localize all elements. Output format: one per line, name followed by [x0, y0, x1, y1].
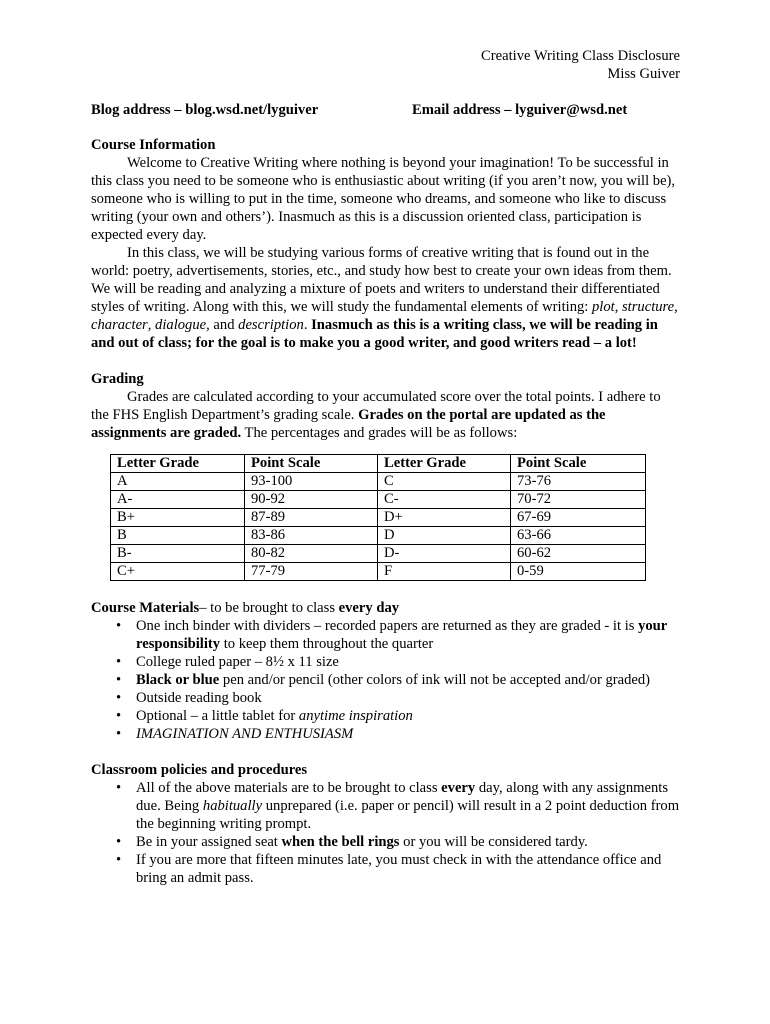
- table-cell: 87-89: [245, 509, 378, 527]
- teacher-name: Miss Guiver: [607, 66, 680, 82]
- list-item: • All of the above materials are to be brought to class every day, along with any assignments due. Being habitually unprepared (i.e. paper or pencil) will result in a 2 point deduction from the beginning writing prompt.: [136, 779, 681, 833]
- table-cell: B-: [111, 545, 245, 563]
- list-item: • Optional – a little tablet for anytime inspiration: [136, 707, 681, 725]
- table-cell: C-: [378, 491, 511, 509]
- table-header-cell: Letter Grade: [111, 455, 245, 473]
- list-item: • Be in your assigned seat when the bell rings or you will be considered tardy.: [136, 833, 681, 851]
- table-cell: B+: [111, 509, 245, 527]
- table-header-cell: Point Scale: [511, 455, 646, 473]
- policies-heading: Classroom policies and procedures: [91, 762, 308, 778]
- table-cell: 83-86: [245, 527, 378, 545]
- materials-heading: Course Materials– to be brought to class every day: [91, 600, 400, 616]
- table-row: [111, 473, 646, 491]
- list-item: • College ruled paper – 8½ x 11 size: [136, 653, 681, 671]
- list-item: • If you are more that fifteen minutes late, you must check in with the attendance office and bring an admit pass.: [136, 851, 681, 887]
- list-item: • Black or blue pen and/or pencil (other colors of ink will not be accepted and/or graded): [136, 671, 681, 689]
- table-cell: 0-59: [511, 563, 646, 581]
- table-cell: C: [378, 473, 511, 491]
- table-cell: A-: [111, 491, 245, 509]
- element-plot: plot: [592, 299, 615, 315]
- course-info-heading: Course Information: [91, 137, 216, 153]
- course-info-paragraph-1: Welcome to Creative Writing where nothing is beyond your imagination! To be successful in this class you need to be someone who is enthusiastic about writing (if you aren’t now, you will be), someone who is willing to put in the time, someone who dreams, and someone who like to discuss writing (your own and others’). Inasmuch as this is a discussion oriented class, participation is expected every day.: [91, 155, 676, 243]
- blog-address: Blog address – blog.wsd.net/lyguiver: [91, 102, 319, 118]
- table-row: [111, 509, 646, 527]
- email-address: Email address – lyguiver@wsd.net: [412, 102, 628, 118]
- grading-paragraph: Grades are calculated according to your accumulated score over the total points. I adhere to the FHS English Department’s grading scale. Grades on the portal are updated as the assignments are graded. The percentages and grades will be as follows:: [91, 389, 661, 441]
- table-cell: A: [111, 473, 245, 491]
- table-header-cell: Letter Grade: [378, 455, 511, 473]
- list-item: • Outside reading book: [136, 689, 681, 707]
- table-cell: 70-72: [511, 491, 646, 509]
- grade-scale-table: [110, 454, 646, 581]
- table-cell: 67-69: [511, 509, 646, 527]
- table-cell: 73-76: [511, 473, 646, 491]
- table-row: [111, 491, 646, 509]
- document-title: Creative Writing Class Disclosure: [481, 48, 680, 64]
- reading-emphasis: Inasmuch as this is a writing class, we will be reading in and out of class; for the goal is to make you a good writer, and good writers read – a lot!: [91, 317, 658, 351]
- table-cell: D: [378, 527, 511, 545]
- document-body: [91, 136, 681, 887]
- table-cell: 77-79: [245, 563, 378, 581]
- list-item: • One inch binder with dividers – recorded papers are returned as they are graded - it is your responsibility to keep them throughout the quarter: [136, 617, 681, 653]
- page-header: [481, 47, 680, 83]
- element-description: description: [238, 317, 304, 333]
- table-header-cell: Point Scale: [245, 455, 378, 473]
- grading-heading: Grading: [91, 371, 144, 387]
- table-row: [111, 563, 646, 581]
- table-cell: B: [111, 527, 245, 545]
- table-cell: D+: [378, 509, 511, 527]
- table-row: [111, 545, 646, 563]
- contact-line: [91, 101, 691, 119]
- list-item: • IMAGINATION AND ENTHUSIASM: [136, 725, 681, 743]
- table-row: [111, 527, 646, 545]
- table-cell: 63-66: [511, 527, 646, 545]
- element-character: character: [91, 317, 148, 333]
- element-structure: structure: [622, 299, 675, 315]
- element-dialogue: dialogue: [155, 317, 207, 333]
- table-cell: C+: [111, 563, 245, 581]
- table-cell: 93-100: [245, 473, 378, 491]
- materials-list: [91, 617, 681, 743]
- table-cell: F: [378, 563, 511, 581]
- table-header-row: [111, 455, 646, 473]
- course-info-paragraph-2: In this class, we will be studying various forms of creative writing that is found out in the world: poetry, advertisements, stories, etc., and study how best to create your own ideas from them. We will be reading and analyzing a mixture of poets and writers to understand their differentiated styles of writing. Along with this, we will study the fundamental elements of writing: plot, structure, character, dialogue, and description. Inasmuch as this is a writing class, we will be reading in and out of class; for the goal is to make you a good writer, and good writers read – a lot!: [91, 245, 678, 351]
- policies-list: [91, 779, 681, 887]
- table-cell: 90-92: [245, 491, 378, 509]
- table-cell: 60-62: [511, 545, 646, 563]
- table-cell: D-: [378, 545, 511, 563]
- table-cell: 80-82: [245, 545, 378, 563]
